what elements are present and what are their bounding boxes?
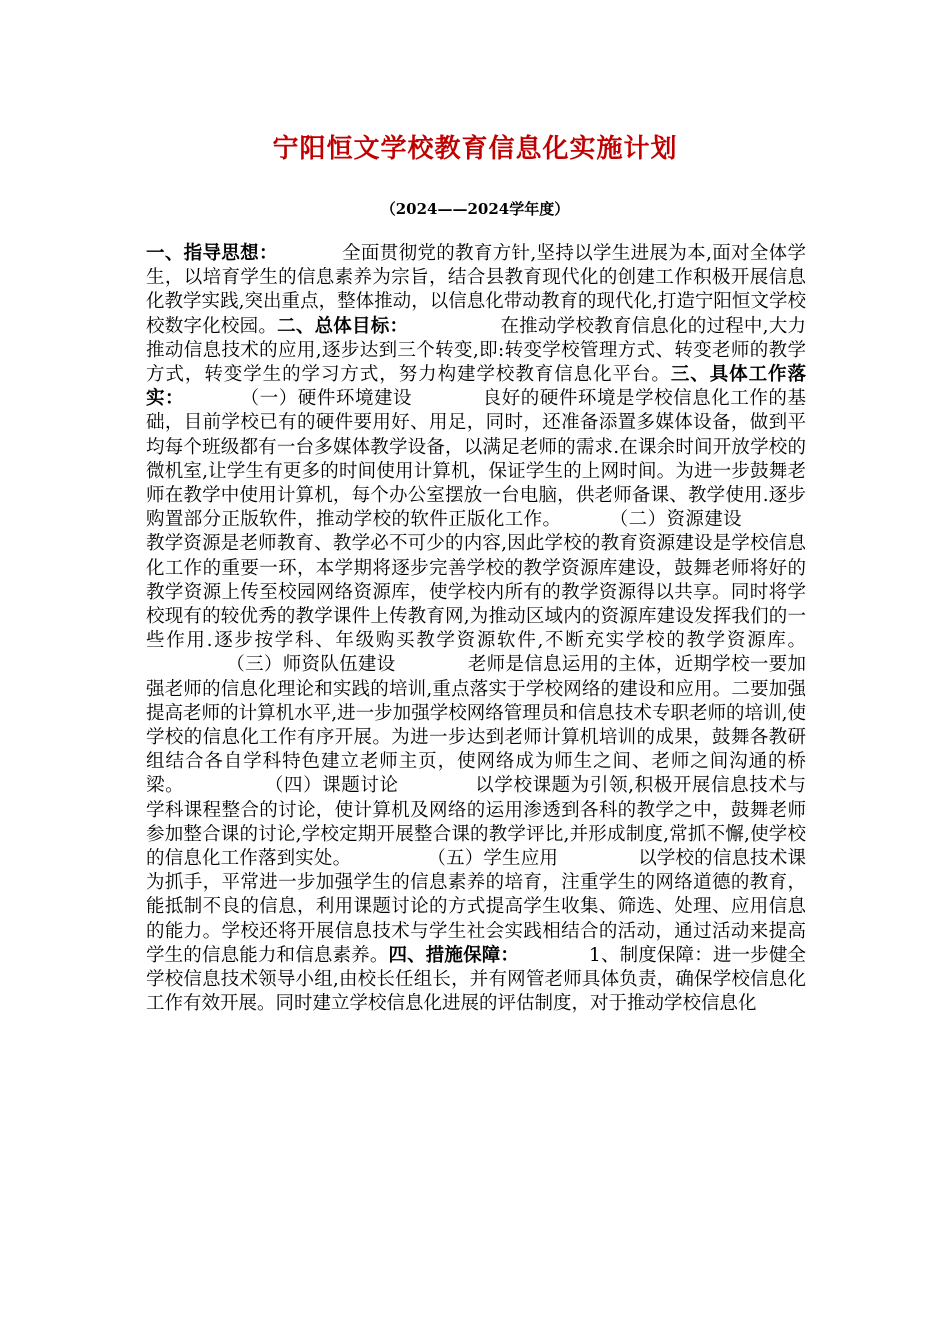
section-heading-overall-goal: 二、总体目标： [277,315,409,337]
subsection-title-hardware: （一）硬件环境建设 [240,388,413,410]
section-heading-guiding-thought: 一、指导思想： [146,243,278,264]
paragraph-resources: 教学资源是老师教育、教学必不可少的内容,因此学校的教育资源建设是学校信息化工作的重要一环，本学期将逐步完善学校的教学资源库建设，鼓舞老师将好的教学资源上传至校园网络资源库，使学校内所有的教学资源得以共享。同时将学校现有的较优秀的教学课件上传教育网,为推动区域内的资源库建设发挥我们的一些作用.逐步按学科、年级购买教学资源软件,不断充实学校的教学资源库。 [146,533,806,652]
document-title: 宁阳恒文学校教育信息化实施计划 [272,134,678,164]
paragraph-guiding-thought: 全面贯彻党的教育方针,坚持以学生进展为本,面对全体学生，以培育学生的信息素养为宗旨，结合县教育现代化的创建工作积极开展信息化教学实践,突出重点，整体推动，以信息化带动教育的现代化,打造宁阳恒文学校校数字化校园。 [146,243,806,337]
document-body [146,242,806,1017]
paragraph-students: 以学校的信息技术课为抓手，平常进一步加强学生的信息素养的培育，注重学生的网络道德的教育，能抵制不良的信息，利用课题讨论的方式提高学生收集、筛选、处理、应用信息的能力。学校还将开展信息技术与学生社会实践相结合的活动，通过活动来提高学生的信息能力和信息素养。 [146,848,806,966]
paragraph-hardware: 良好的硬件环境是学校信息化工作的基础，目前学校已有的硬件要用好、用足，同时，还准备添置多媒体设备，做到平均每个班级都有一台多媒体教学设备，以满足老师的需求.在课余时间开放学校的微机室,让学生有更多的时间使用计算机，保证学生的上网时间。为进一步鼓舞老师在教学中使用计算机，每个办公室摆放一台电脑，供老师备课、教学使用.逐步购置部分正版软件，推动学校的软件正版化工作。 [146,388,806,531]
subsection-title-resources: （二）资源建设 [609,509,742,531]
paragraph-overall-goal: 在推动学校教育信息化的过程中,大力推动信息技术的应用,逐步达到三个转变,即:转变学校管理方式、转变老师的教学方式，转变学生的学习方式，努力构建学校教育信息化平台。 [146,315,806,386]
paragraph-measures: 1、制度保障：进一步健全学校信息技术领导小组,由校长任组长，并有网管老师具体负责，确保学校信息化工作有效开展。同时建立学校信息化进展的评估制度，对于推动学校信息化 [146,944,806,1015]
subsection-title-teachers: （三）师资队伍建设 [226,654,396,676]
subsection-title-research: （四）课题讨论 [264,775,399,797]
subsection-title-students: （五）学生应用 [427,848,559,870]
section-heading-measures: 四、措施保障： [388,944,520,966]
document-subtitle: （2024——2024学年度） [380,200,570,218]
paragraph-teachers: 老师是信息运用的主体，近期学校一要加强老师的信息化理论和实践的培训,重点落实于学校网络的建设和应用。二要加强提高老师的计算机水平,进一步加强学校网络管理员和信息技术专职老师的培训,使学校的信息化工作有序开展。为进一步达到老师计算机培训的成果，鼓舞各教研组结合各自学科特色建立老师主页，使网络成为师生之间、老师之间沟通的桥梁。 [146,654,806,797]
paragraph-research: 以学校课题为引领,积极开展信息技术与学科课程整合的讨论，使计算机及网络的运用渗透到各科的教学之中，鼓舞老师参加整合课的讨论,学校定期开展整合课的教学评比,并形成制度,常抓不懈,使学校的信息化工作落到实处。 [146,775,806,870]
section-heading-implementation: 三、具体工作落实： [146,364,806,410]
